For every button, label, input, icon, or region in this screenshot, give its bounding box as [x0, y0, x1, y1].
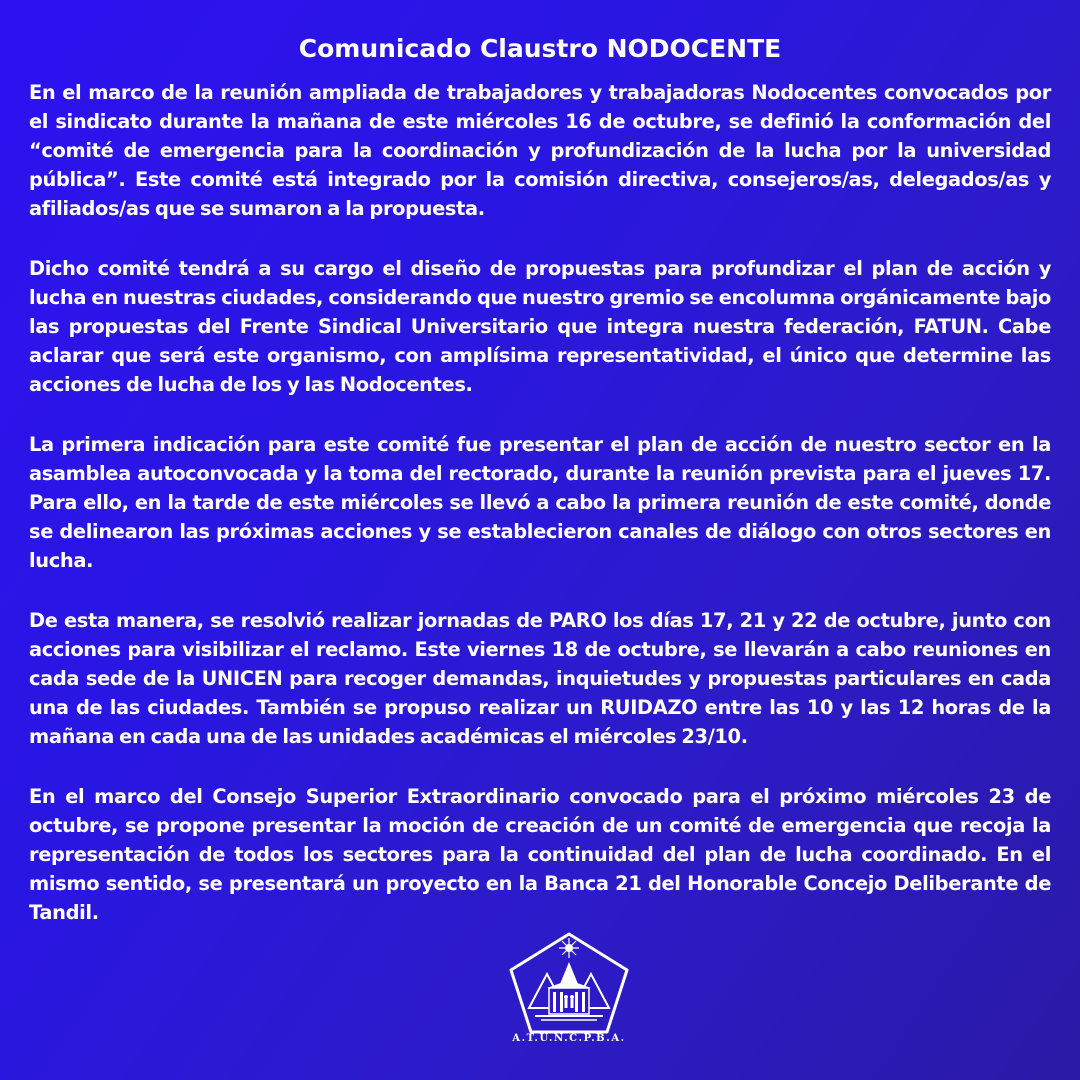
logo-caption: A.T.U.N.C.P.B.A.	[512, 1033, 626, 1044]
page-title: Comunicado Claustro NODOCENTE	[298, 34, 782, 63]
communique-page	[29, 0, 1051, 1080]
paragraph-5: En el marco del Consejo Superior Extraordinario convocado para el próximo miércoles 23 de octubre, se propone presentar la moción de creación de un comité de emergencia que recoja la representación de todos los sectores para la continuidad del plan de lucha coordinado. En el mismo sentido, se presentará un proyecto en la Banca 21 del Honorable Concejo Deliberante de Tandil.	[29, 785, 1051, 924]
union-pentagon-logo-icon	[469, 930, 669, 1035]
paragraph-1: En el marco de la reunión ampliada de trabajadores y trabajadoras Nodocentes convocados por el sindicato durante la mañana de este miércoles 16 de octubre, se definió la conformación del “comité de emergencia para la coordinación y profundización de la lucha por la universidad pública”. Este comité está integrado por la comisión directiva, consejeros/as, delegados/as y afiliados/as que se sumaron a la propuesta.	[29, 81, 1051, 220]
communique-body	[29, 78, 1051, 958]
paragraph-2: Dicho comité tendrá a su cargo el diseño de propuestas para profundizar el plan de acción y lucha en nuestras ciudades, considerando que nuestro gremio se encolumna orgánicamente bajo las propuestas del Frente Sindical Universitario que integra nuestra federación, FATUN. Cabe aclarar que será este organismo, con amplísima representatividad, el único que determine las acciones de lucha de los y las Nodocentes.	[29, 257, 1051, 396]
paragraph-4: De esta manera, se resolvió realizar jornadas de PARO los días 17, 21 y 22 de octubre, junto con acciones para visibilizar el reclamo. Este viernes 18 de octubre, se llevarán a cabo reuniones en cada sede de la UNICEN para recoger demandas, inquietudes y propuestas particulares en cada una de las ciudades. También se propuso realizar un RUIDAZO entre las 10 y las 12 horas de la mañana en cada una de las unidades académicas el miércoles 23/10.	[29, 609, 1051, 748]
paragraph-3: La primera indicación para este comité fue presentar el plan de acción de nuestro sector en la asamblea autoconvocada y la toma del rectorado, durante la reunión prevista para el jueves 17. Para ello, en la tarde de este miércoles se llevó a cabo la primera reunión de este comité, donde se delinearon las próximas acciones y se establecieron canales de diálogo con otros sectores en lucha.	[29, 433, 1051, 572]
union-logo	[469, 930, 669, 1055]
